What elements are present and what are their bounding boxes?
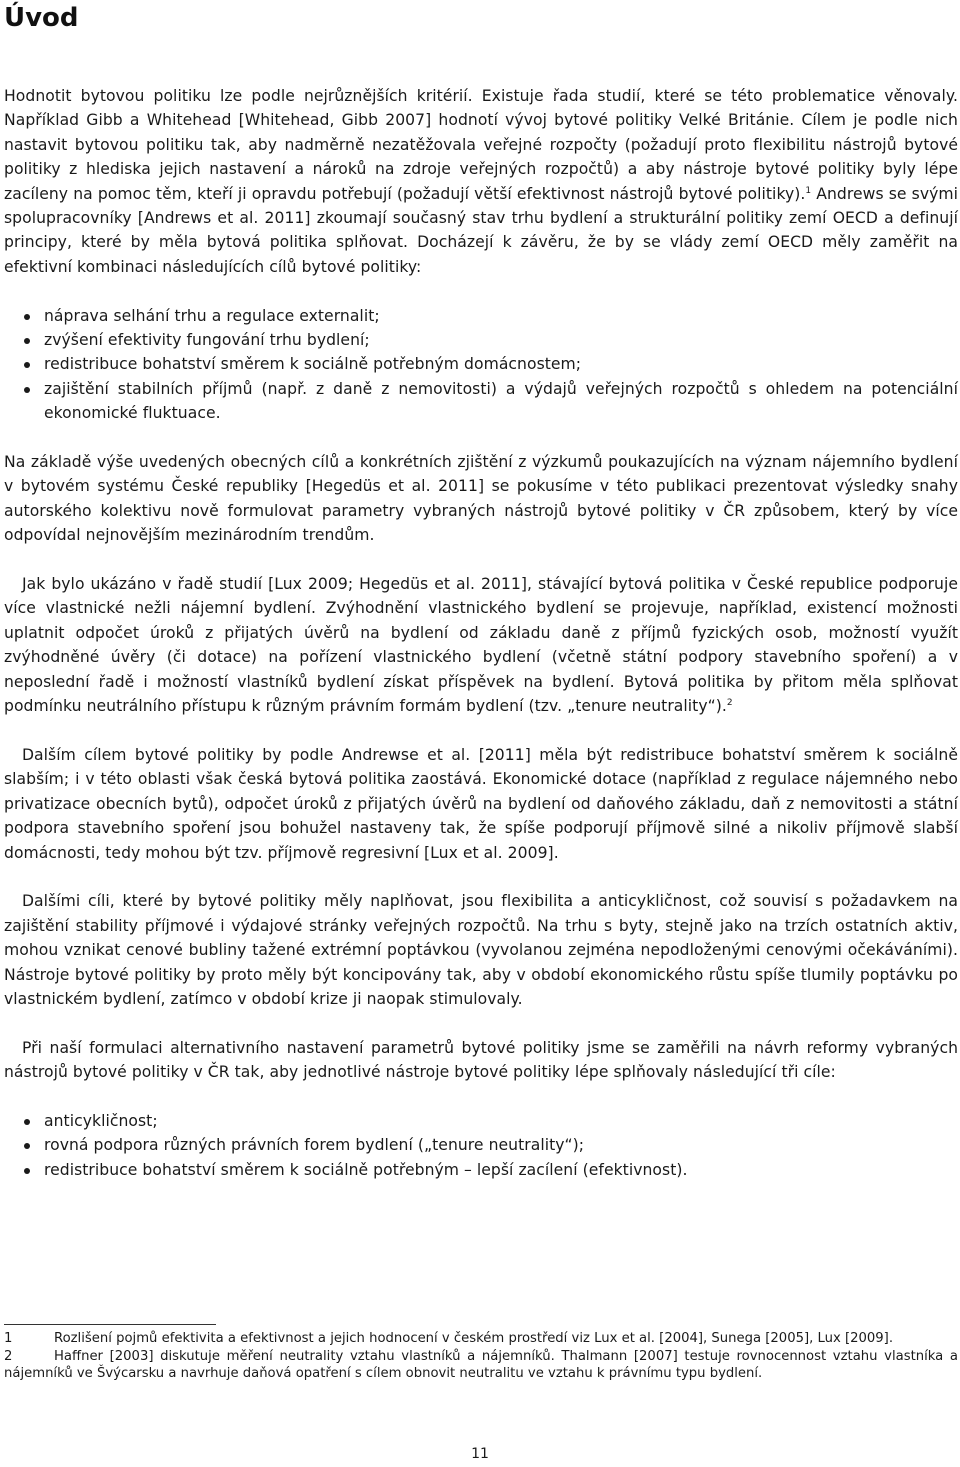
footnote-text: Haffner [2003] diskutuje měření neutrality vztahu vlastníků a nájemníků. Thalmann [2007] testuje rovnocennost vztahu vlastníka a nájemníků ve Švýcarsku a navrhuje daňová opatření s cílem obnovit neutralitu ve vztahu k právnímu typu bydlení. bbox=[4, 1348, 958, 1381]
body-text bbox=[4, 84, 958, 1182]
objectives-list-2 bbox=[4, 1109, 958, 1182]
list-item bbox=[4, 1133, 958, 1157]
footnote-1 bbox=[4, 1330, 958, 1348]
footnote-2 bbox=[4, 1348, 958, 1383]
list-item bbox=[4, 352, 958, 376]
paragraph-3 bbox=[4, 572, 958, 718]
paragraph-4: Dalším cílem bytové politiky by podle Andrewse et al. [2011] měla být redistribuce bohatství směrem k sociálně slabším; i v této oblasti však česká bytová politika zaostává. Ekonomické dotace (například z regulace nájemného nebo privatizace obecních bytů), odpočet úroků z přijatých úvěrů na bydlení od daňového základu, daň z nemovitosti a státní podpora stavebního spoření jsou bohužel nastaveny tak, že spíše podporují příjmově silné a nikoliv příjmově slabší domácnosti, tedy mohou být tzv. příjmově regresivní [Lux et al. 2009]. bbox=[4, 745, 958, 862]
chapter-heading: Úvod bbox=[4, 3, 79, 33]
footnote-number: 2 bbox=[4, 1348, 13, 1364]
bullet-icon bbox=[24, 338, 30, 344]
footnote-number: 1 bbox=[4, 1331, 13, 1346]
list-item bbox=[4, 377, 958, 426]
list-item bbox=[4, 1158, 958, 1182]
paragraph-6: Při naší formulaci alternativního nastavení parametrů bytové politiky jsme se zaměřili na návrh reformy vybraných nástrojů bytové politiky v ČR tak, aby jednotlivé nástroje bytové politiky lépe splňovaly následující tři cíle: bbox=[4, 1038, 958, 1082]
footnote-ref-2[interactable]: 2 bbox=[726, 698, 733, 709]
bullet-icon bbox=[24, 1119, 30, 1125]
paragraph-1 bbox=[4, 84, 958, 279]
list-item bbox=[4, 328, 958, 352]
list-item-text: zvýšení efektivity fungování trhu bydlení; bbox=[44, 331, 370, 350]
list-item-text: náprava selhání trhu a regulace externalit; bbox=[44, 306, 380, 325]
list-item-text: anticykličnost; bbox=[44, 1111, 158, 1130]
paragraph-3-text: Jak bylo ukázáno v řadě studií [Lux 2009; Hegedüs et al. 2011], stávající bytová politika v České republice podporuje více vlastnické nežli nájemní bydlení. Zvýhodnění vlastnického bydlení se projevuje, například, existencí možnosti uplatnit odpočet úroků z přijatých úvěrů na bydlení od základu daně z příjmů fyzických osob, možností využít zvýhodněné úvěry (či dotace) na pořízení vlastnického bydlení (včetně státní podpory stavebního spoření) a v neposlední řadě i možností vlastníků bydlení získat příspěvek na bydlení. Bytová politika by přitom měla splňovat podmínku neutrálního přístupu k různým právním formám bydlení (tzv. „tenure neutrality“). bbox=[4, 575, 958, 716]
page-number: 11 bbox=[471, 1446, 489, 1462]
paragraph-5: Dalšími cíli, které by bytové politiky měly naplňovat, jsou flexibilita a anticykličnost, což souvisí s požadavkem na zajištění stability příjmové i výdajové stránky veřejných rozpočtů. Na trhu s byty, stejně jako na trzích ostatních aktiv, mohou vznikat cenové bubliny tažené extrémní poptávkou (vyvolanou zejména nepodloženými cenovými očekáváními). Nástroje bytové politiky by proto měly být koncipovány tak, aby v období ekonomického růstu spíše tlumily poptávku po vlastnickém bydlení, zatímco v období krize ji naopak stimulovaly. bbox=[4, 892, 958, 1008]
footnote-text: Rozlišení pojmů efektivita a efektivnost a jejich hodnocení v českém prostředí viz Lux et al. [2004], Sunega [2005], Lux [2009]. bbox=[54, 1331, 894, 1346]
list-item-text: zajištění stabilních příjmů (např. z daně z nemovitosti) a výdajů veřejných rozpočtů s ohledem na potenciální ekonomické fluktuace. bbox=[44, 379, 958, 423]
paragraph-1-text: Hodnotit bytovou politiku lze podle nejrůznějších kritérií. Existuje řada studií, které se této problematice věnovaly. Například Gibb a Whitehead [Whitehead, Gibb 2007] hodnotí vývoj bytové politiky Velké Británie. Cílem je podle nich nastavit bytovou politiku tak, aby nadměrně nezatěžovala veřejné rozpočty (požadují proto flexibilitu nástrojů bytové politiky z hlediska jejich nastavení a nároků na zdroje veřejných rozpočtů) a aby nástroje bytové politiky byly lépe zacíleny na pomoc těm, kteří ji opravdu potřebují (požadují větší efektivnost nástrojů bytové politiky). bbox=[4, 87, 958, 203]
footnote-separator bbox=[4, 1324, 216, 1325]
list-item bbox=[4, 304, 958, 328]
bullet-icon bbox=[24, 1168, 30, 1174]
paragraph-2: Na základě výše uvedených obecných cílů a konkrétních zjištění z výzkumů poukazujících na význam nájemního bydlení v bytovém systému České republiky [Hegedüs et al. 2011] se pokusíme v této publikaci prezentovat výsledky snahy autorského kolektivu nově formulovat parametry vybraných nástrojů bytové politiky v ČR způsobem, který by více odpovídal nejnovějším mezinárodním trendům. bbox=[4, 453, 958, 545]
footnote-ref-1[interactable]: 1 bbox=[805, 185, 812, 196]
list-item-text: redistribuce bohatství směrem k sociálně potřebným – lepší zacílení (efektivnost). bbox=[44, 1160, 688, 1179]
bullet-icon bbox=[24, 1143, 30, 1149]
bullet-icon bbox=[24, 314, 30, 320]
objectives-list-1 bbox=[4, 304, 958, 426]
list-item-text: rovná podpora různých právních forem bydlení („tenure neutrality“); bbox=[44, 1136, 585, 1155]
list-item-text: redistribuce bohatství směrem k sociálně potřebným domácnostem; bbox=[44, 355, 582, 374]
bullet-icon bbox=[24, 387, 30, 393]
footnotes bbox=[4, 1330, 958, 1383]
bullet-icon bbox=[24, 362, 30, 368]
list-item bbox=[4, 1109, 958, 1133]
paragraph-1-continued: Andrews se svými spolupracovníky [Andrews et al. 2011] zkoumají současný stav trhu bydlení a strukturální politiky zemí OECD a definují principy, které by měla bytová politika splňovat. Docházejí k závěru, že by se vlády zemí OECD měly zaměřit na efektivní kombinaci následujících cílů bytové politiky: bbox=[4, 184, 958, 276]
